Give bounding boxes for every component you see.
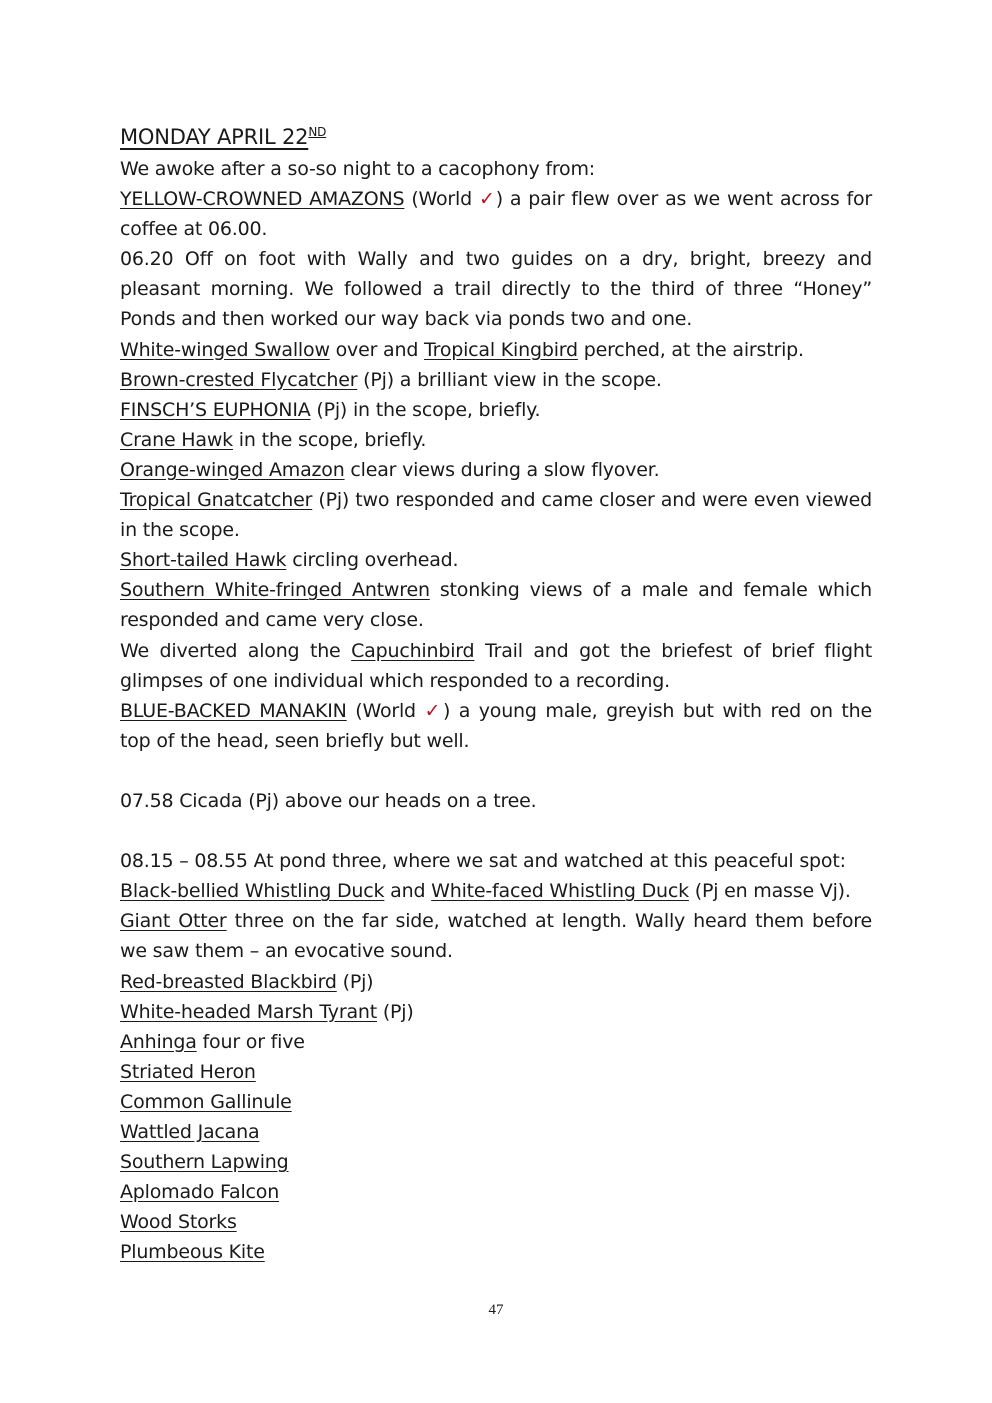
species-name: Orange-winged Amazon	[120, 458, 345, 481]
species-name: Striated Heron	[120, 1060, 256, 1083]
species-name: BLUE-BACKED MANAKIN	[120, 699, 347, 722]
title-superscript: ND	[308, 125, 327, 139]
checkmark-icon: ✓	[478, 188, 496, 211]
species-name: Tropical Gnatcatcher	[120, 489, 313, 512]
entry-anhinga: Anhinga four or five	[120, 1030, 305, 1053]
species-name: Southern Lapwing	[120, 1151, 289, 1174]
species-name: Tropical Kingbird	[424, 338, 578, 361]
species-name: YELLOW-CROWNED AMAZONS	[120, 188, 405, 211]
species-name: Black-bellied Whistling Duck	[120, 880, 385, 903]
list-item	[120, 1207, 872, 1237]
entry-manakin: BLUE-BACKED MANAKIN (World ✓) a young male, greyish but with red on the top of the head, seen briefly but well.	[120, 699, 872, 752]
entry-amazon: Orange-winged Amazon clear views during a slow flyover.	[120, 458, 660, 481]
checkmark-icon: ✓	[424, 699, 443, 722]
entry-short-tailed-hawk: Short-tailed Hawk circling overhead.	[120, 549, 459, 572]
species-name: Capuchinbird	[351, 639, 475, 662]
entry-marsh-tyrant: White-headed Marsh Tyrant (Pj)	[120, 1000, 414, 1023]
entry-morning-walk: 06.20 Off on foot with Wally and two guides on a dry, bright, breezy and pleasant morning. We followed a trail directly to the third of three “Honey” Ponds and then worked our way back via ponds two and one.	[120, 248, 872, 331]
species-name: Southern White-fringed Antwren	[120, 579, 430, 602]
species-name: Short-tailed Hawk	[120, 549, 287, 572]
entry-flycatcher: Brown-crested Flycatcher (Pj) a brilliant view in the scope.	[120, 368, 662, 391]
spacer	[120, 816, 872, 846]
entry-whistling-ducks: Black-bellied Whistling Duck and White-faced Whistling Duck (Pj en masse Vj).	[120, 880, 851, 903]
list-item	[120, 1147, 872, 1177]
species-name: Giant Otter	[120, 910, 227, 933]
entry-gnatcatcher: Tropical Gnatcatcher (Pj) two responded and came closer and were even viewed in the scope.	[120, 489, 872, 542]
entry-crane-hawk: Crane Hawk in the scope, briefly.	[120, 428, 427, 451]
entry-antwren: Southern White-fringed Antwren stonking views of a male and female which responded and came very close.	[120, 579, 872, 632]
species-name: Crane Hawk	[120, 428, 233, 451]
title-text: MONDAY APRIL 22	[120, 125, 309, 149]
entry-giant-otter: Giant Otter three on the far side, watched at length. Wally heard them before we saw them – an evocative sound.	[120, 910, 872, 963]
species-name: Plumbeous Kite	[120, 1241, 265, 1264]
species-name: Aplomado Falcon	[120, 1181, 280, 1204]
entry-blackbird: Red-breasted Blackbird (Pj)	[120, 970, 374, 993]
species-name: FINSCH’S EUPHONIA	[120, 398, 311, 421]
entry-euphonia: FINSCH’S EUPHONIA (Pj) in the scope, briefly.	[120, 398, 541, 421]
page-title	[120, 120, 872, 154]
list-item	[120, 1177, 872, 1207]
entry-pond-three: 08.15 – 08.55 At pond three, where we sat and watched at this peaceful spot:	[120, 850, 846, 873]
species-name: Anhinga	[120, 1030, 197, 1053]
spacer	[120, 756, 872, 786]
list-item	[120, 1237, 872, 1267]
species-name: Wattled Jacana	[120, 1121, 260, 1143]
species-name: Brown-crested Flycatcher	[120, 368, 358, 391]
species-name: Red-breasted Blackbird	[120, 970, 337, 993]
entry-swallow-kingbird: White-winged Swallow over and Tropical Kingbird perched, at the airstrip.	[120, 338, 804, 361]
list-item	[120, 1087, 872, 1117]
entry-cicada: 07.58 Cicada (Pj) above our heads on a tree.	[120, 789, 537, 812]
species-name: White-faced Whistling Duck	[431, 880, 689, 903]
entry-capuchinbird: We diverted along the Capuchinbird Trail and got the briefest of brief flight glimpses of one individual which responded to a recording.	[120, 639, 872, 692]
entry-yellow-crowned-amazons: YELLOW-CROWNED AMAZONS (World ✓) a pair flew over as we went across for coffee at 06.00.	[120, 188, 873, 241]
species-name: White-winged Swallow	[120, 338, 330, 361]
document-body	[120, 120, 872, 1267]
entry-intro: We awoke after a so-so night to a cacophony from:	[120, 158, 595, 180]
list-item	[120, 1057, 872, 1087]
species-name: White-headed Marsh Tyrant	[120, 1000, 377, 1023]
list-item	[120, 1117, 872, 1147]
species-name: Common Gallinule	[120, 1090, 292, 1113]
page-number: 47	[488, 1302, 504, 1318]
species-name: Wood Storks	[120, 1211, 237, 1234]
